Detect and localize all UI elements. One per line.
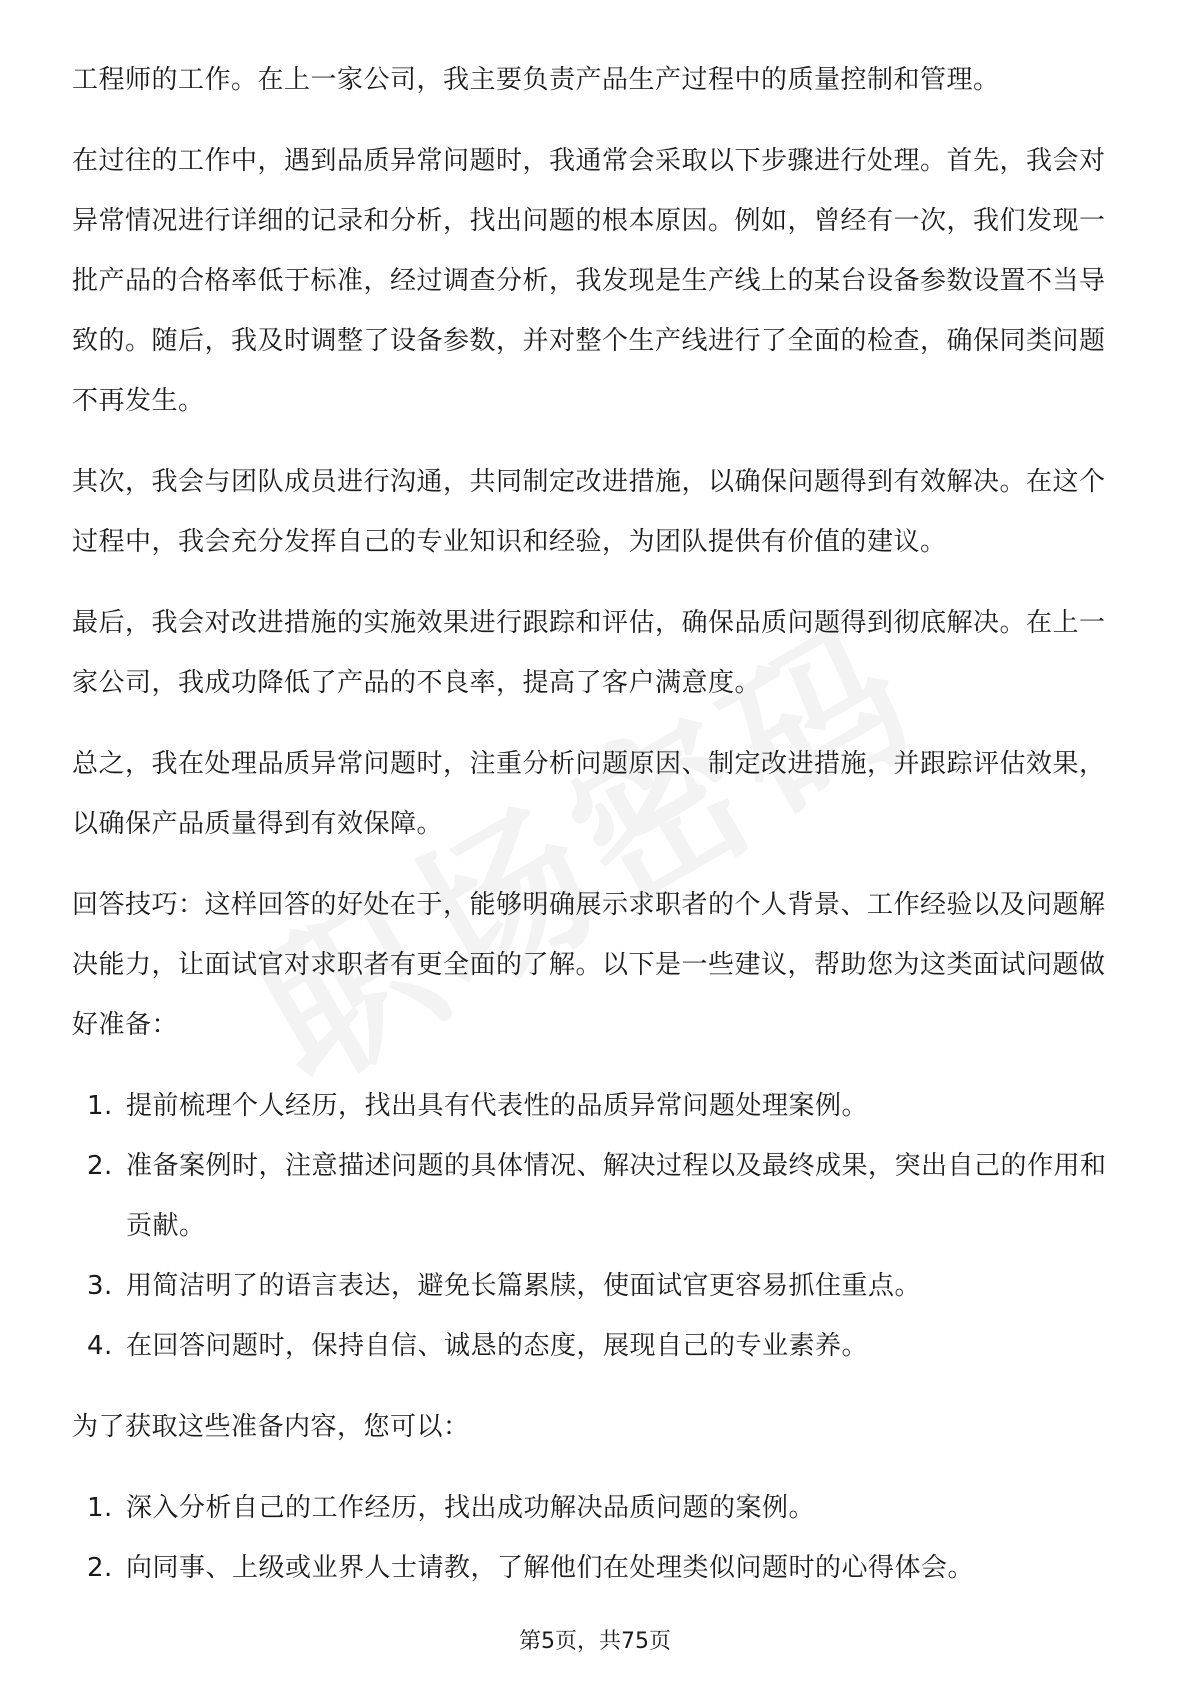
document-page <box>72 50 1122 1619</box>
prep-list <box>72 1478 1122 1598</box>
paragraph-intro: 工程师的工作。在上一家公司，我主要负责产品生产过程中的质量控制和管理。 <box>72 65 1000 95</box>
list-item <box>72 1256 1122 1316</box>
list-item <box>72 1136 1122 1256</box>
list-text: 在回答问题时，保持自信、诚恳的态度，展现自己的专业素养。 <box>126 1331 869 1361</box>
tips-list <box>72 1076 1122 1376</box>
list-item <box>72 1538 1122 1598</box>
paragraph-evaluation: 最后，我会对改进措施的实施效果进行跟踪和评估，确保品质问题得到彻底解决。在上一家公司，我成功降低了产品的不良率，提高了客户满意度。 <box>72 608 1106 698</box>
list-number: 1. <box>87 1493 113 1523</box>
list-item <box>72 1076 1122 1136</box>
paragraph-process: 在过往的工作中，遇到品质异常问题时，我通常会采取以下步骤进行处理。首先，我会对异常情况进行详细的记录和分析，找出问题的根本原因。例如，曾经有一次，我们发现一批产品的合格率低于标准，经过调查分析，我发现是生产线上的某台设备参数设置不当导致的。随后，我及时调整了设备参数，并对整个生产线进行了全面的检查，确保同类问题不再发生。 <box>72 146 1106 416</box>
list-item <box>72 1478 1122 1538</box>
paragraph-prep-intro: 为了获取这些准备内容，您可以： <box>72 1412 470 1442</box>
list-number: 1. <box>87 1091 113 1121</box>
list-text: 向同事、上级或业界人士请教，了解他们在处理类似问题时的心得体会。 <box>126 1553 975 1583</box>
list-number: 3. <box>87 1271 113 1301</box>
page-footer: 第5页，共75页 <box>519 1629 671 1654</box>
list-number: 4. <box>87 1331 113 1361</box>
list-item <box>72 1316 1122 1376</box>
list-text: 提前梳理个人经历，找出具有代表性的品质异常问题处理案例。 <box>126 1091 869 1121</box>
list-text: 用简洁明了的语言表达，避免长篇累牍，使面试官更容易抓住重点。 <box>126 1271 922 1301</box>
list-number: 2. <box>87 1553 113 1583</box>
paragraph-tips: 回答技巧：这样回答的好处在于，能够明确展示求职者的个人背景、工作经验以及问题解决能力，让面试官对求职者有更全面的了解。以下是一些建议，帮助您为这类面试问题做好准备： <box>72 890 1106 1040</box>
list-text: 准备案例时，注意描述问题的具体情况、解决过程以及最终成果，突出自己的作用和贡献。 <box>126 1151 1107 1241</box>
list-number: 2. <box>87 1151 113 1181</box>
list-text: 深入分析自己的工作经历，找出成功解决品质问题的案例。 <box>126 1493 816 1523</box>
paragraph-summary: 总之，我在处理品质异常问题时，注重分析问题原因、制定改进措施，并跟踪评估效果，以确保产品质量得到有效保障。 <box>72 749 1106 839</box>
paragraph-team: 其次，我会与团队成员进行沟通，共同制定改进措施，以确保问题得到有效解决。在这个过程中，我会充分发挥自己的专业知识和经验，为团队提供有价值的建议。 <box>72 467 1106 557</box>
